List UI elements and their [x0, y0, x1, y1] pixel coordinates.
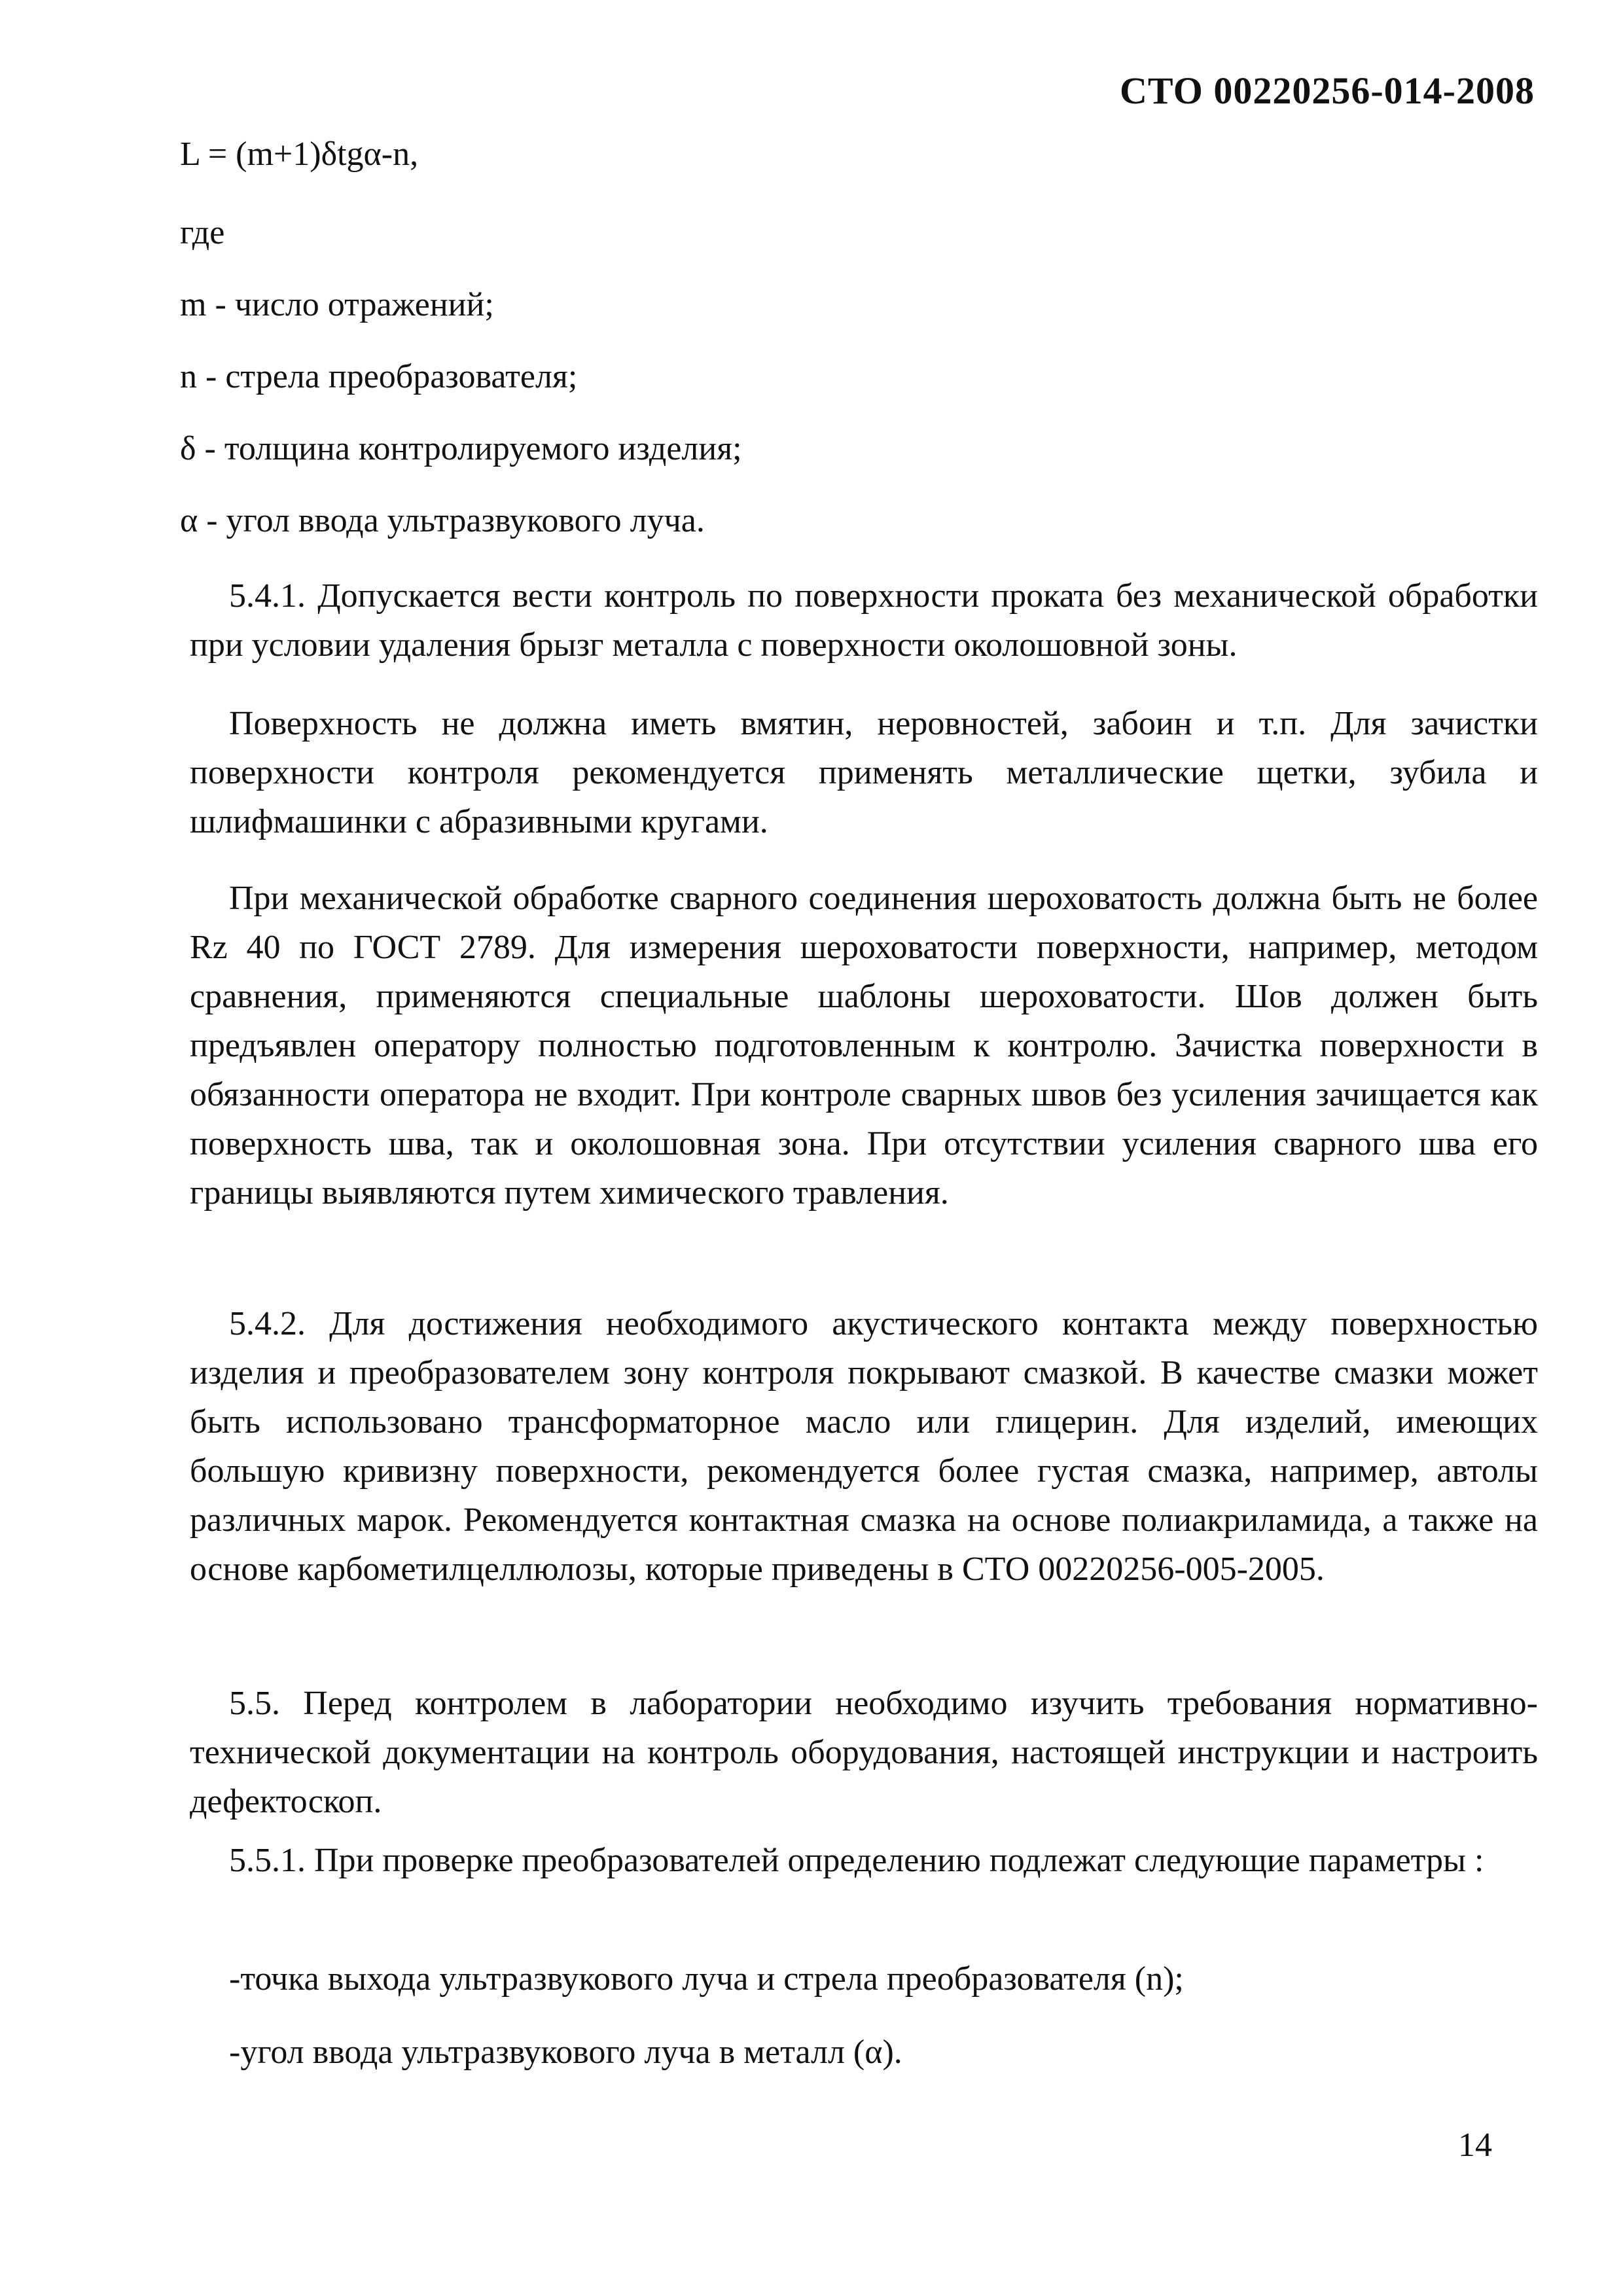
formula-definition-n: n - стрела преобразователя; [180, 358, 578, 395]
paragraph-5-5-1: 5.5.1. При проверке преобразователей определению подлежат следующие параметры : [229, 1842, 1484, 1879]
formula-definition-alpha: α - угол ввода ультразвукового луча. [180, 502, 705, 539]
formula-definition-m: m - число отражений; [180, 286, 494, 323]
paragraph-roughness: При механической обработке сварного соединения шероховатость должна быть не более Rz 40 по ГОСТ 2789. Для измерения шероховатости поверхности, например, методом сравнения, применяются специальные шаблоны шероховатости. Шов должен быть предъявлен оператору полностью подготовленным к контролю. Зачистка поверхности в обязанности оператора не входит. При контроле сварных швов без усиления зачищается как поверхность шва, так и околошовная зона. При отсутствии усиления сварного шва его границы выявляются путем химического травления. [190, 880, 1538, 1211]
document-code-header: СТО 00220256-014-2008 [1119, 69, 1535, 112]
formula-expression: L = (m+1)δtgα-n, [180, 135, 419, 173]
paragraph-5-5: 5.5. Перед контролем в лаборатории необходимо изучить требования нормативно-технической документации на контроль оборудования, настоящей инструкции и настроить дефектоскоп. [190, 1685, 1538, 1820]
list-item-input-angle: -угол ввода ультразвукового луча в металл (α). [229, 2034, 902, 2071]
paragraph-5-4-1: 5.4.1. Допускается вести контроль по поверхности проката без механической обработки при условии удаления брызг металла с поверхности околошовной зоны. [190, 577, 1538, 664]
page-number: 14 [1458, 2126, 1492, 2164]
formula-definition-delta: δ - толщина контролируемого изделия; [180, 430, 742, 467]
formula-where-label: где [180, 214, 225, 251]
paragraph-surface-requirements: Поверхность не должна иметь вмятин, неровностей, забоин и т.п. Для зачистки поверхности контроля рекомендуется применять металлические щетки, зубила и шлифмашинки с абразивными кругами. [190, 705, 1538, 840]
list-item-exit-point: -точка выхода ультразвукового луча и стрела преобразователя (n); [229, 1960, 1184, 1998]
paragraph-5-4-2: 5.4.2. Для достижения необходимого акустического контакта между поверхностью изделия и преобразователем зону контроля покрывают смазкой. В качестве смазки может быть использовано трансформаторное масло или глицерин. Для изделий, имеющих большую кривизну поверхности, рекомендуется более густая смазка, например, автолы различных марок. Рекомендуется контактная смазка на основе полиакриламида, а также на основе карбометилцеллюлозы, которые приведены в СТО 00220256-005-2005. [190, 1305, 1538, 1588]
